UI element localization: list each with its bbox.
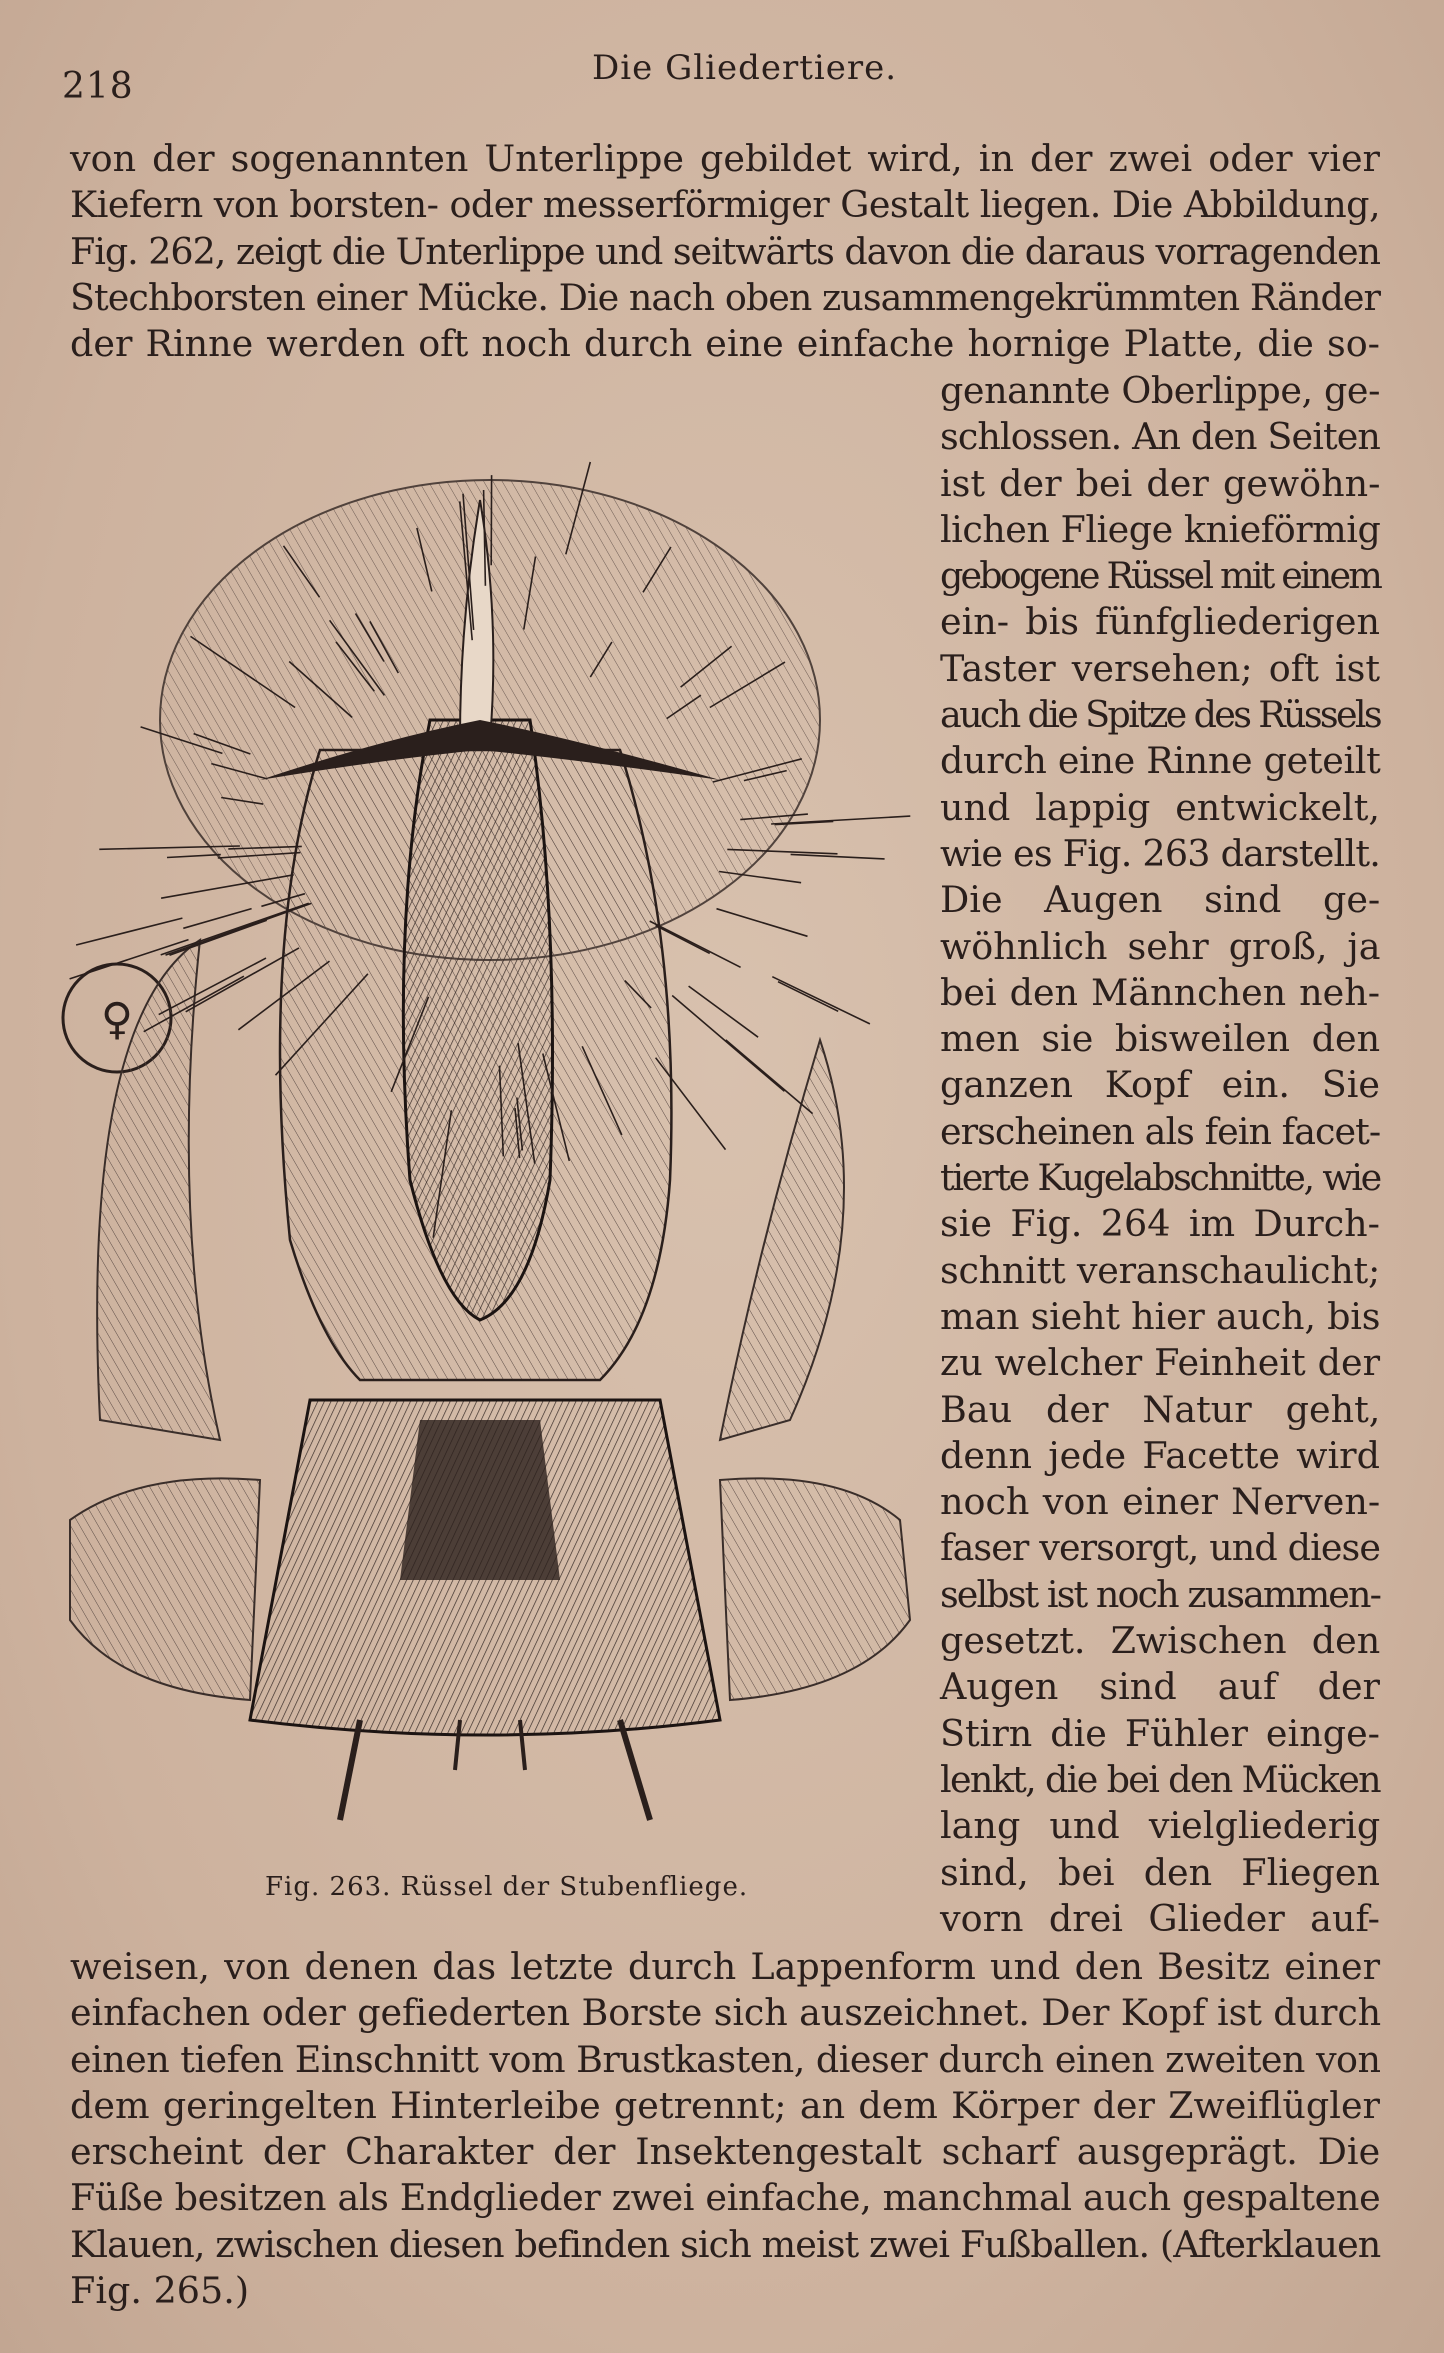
text-line: und lappig entwickelt, bbox=[940, 785, 1380, 829]
running-head: Die Gliedertiere. bbox=[592, 48, 898, 88]
inset-symbol: ♀ bbox=[100, 994, 134, 1045]
bristle bbox=[167, 855, 221, 858]
text-line: noch von einer Nerven- bbox=[940, 1480, 1381, 1524]
right-palp bbox=[720, 1040, 844, 1440]
text-line: der Rinne werden oft noch durch eine einfache hornige Platte, die so- bbox=[70, 322, 1380, 366]
text-line: Füße besitzen als Endglieder zwei einfache, manchmal auch gespaltene bbox=[70, 2176, 1381, 2220]
text-line: Stirn die Fühler einge- bbox=[940, 1711, 1380, 1755]
bristle bbox=[76, 918, 182, 945]
text-line: faser versorgt, und diese bbox=[940, 1526, 1380, 1570]
text-line: vorn drei Glieder auf- bbox=[940, 1896, 1380, 1940]
text-line: durch eine Rinne geteilt bbox=[940, 739, 1381, 783]
bristle bbox=[778, 982, 838, 1012]
text-line: bei den Männchen neh- bbox=[940, 970, 1381, 1014]
text-block-top bbox=[70, 136, 1380, 367]
text-line: wie es Fig. 263 darstellt. bbox=[940, 831, 1381, 875]
bristle bbox=[726, 1040, 813, 1114]
bristle bbox=[672, 996, 784, 1092]
text-line: Fig. 265.) bbox=[70, 2269, 250, 2313]
text-line: gebogene Rüssel mit einem bbox=[940, 554, 1380, 598]
text-line: ist der bei der gewöhn- bbox=[940, 461, 1381, 505]
text-line: Bau der Natur geht, bbox=[940, 1387, 1381, 1431]
text-line: ganzen Kopf ein. Sie bbox=[940, 1063, 1380, 1107]
text-line: selbst ist noch zusammen- bbox=[940, 1572, 1380, 1616]
bristle bbox=[170, 920, 267, 955]
bristle bbox=[791, 854, 885, 859]
text-block-bottom bbox=[70, 1944, 1380, 2314]
text-line: einfachen oder gefiederten Borste sich auszeichnet. Der Kopf ist durch bbox=[70, 1991, 1382, 2035]
text-line: Die Augen sind ge- bbox=[940, 878, 1381, 922]
text-line: schlossen. An den Seiten bbox=[940, 415, 1380, 459]
text-line: man sieht hier auch, bis bbox=[940, 1294, 1381, 1338]
text-line: genannte Oberlippe, ge- bbox=[940, 369, 1380, 412]
text-line: sie Fig. 264 im Durch- bbox=[940, 1202, 1380, 1246]
bristle bbox=[656, 926, 710, 954]
text-line: einen tiefen Einschnitt vom Brustkasten, dieser durch einen zweiten von bbox=[70, 2037, 1381, 2081]
text-line: Taster versehen; oft ist bbox=[940, 646, 1380, 690]
text-line: Klauen, zwischen diesen befinden sich meist zwei Fußballen. (Afterklauen bbox=[70, 2222, 1381, 2266]
bristle bbox=[772, 977, 870, 1024]
bristle bbox=[717, 909, 808, 937]
text-line: ein- bis fünfgliederigen bbox=[940, 600, 1380, 644]
text-line: Augen sind auf der bbox=[940, 1665, 1380, 1709]
text-line: gesetzt. Zwischen den bbox=[940, 1619, 1381, 1663]
text-line: lenkt, die bei den Mücken bbox=[940, 1757, 1380, 1801]
text-line: lichen Fliege knieförmig bbox=[940, 507, 1381, 551]
text-line: Stechborsten einer Mücke. Die nach oben zusammengekrümmten Ränder bbox=[70, 275, 1381, 319]
text-line: sind, bei den Fliegen bbox=[940, 1850, 1380, 1894]
figure-proboscis-illustration bbox=[60, 420, 920, 1850]
text-line: dem geringelten Hinterleibe getrennt; an dem Körper der Zweiflügler bbox=[70, 2083, 1380, 2127]
page-number: 218 bbox=[62, 66, 134, 107]
text-line: weisen, von denen das letzte durch Lappenform und den Besitz einer bbox=[70, 1945, 1381, 1988]
proboscis-engraving bbox=[60, 420, 920, 1850]
text-line: men sie bisweilen den bbox=[940, 1017, 1381, 1061]
page-header bbox=[62, 48, 1392, 107]
text-line: von der sogenannten Unterlippe gebildet wird, in der zwei oder vier bbox=[70, 137, 1380, 180]
proboscis-groove bbox=[403, 720, 552, 1320]
text-line: zu welcher Feinheit der bbox=[940, 1341, 1381, 1385]
text-line: erscheint der Charakter der Insektengestalt scharf ausgeprägt. Die bbox=[70, 2130, 1381, 2174]
text-line: Fig. 262, zeigt die Unterlippe und seitwärts davon die daraus vorragenden bbox=[70, 229, 1380, 273]
text-line: schnitt veranschaulicht; bbox=[940, 1248, 1380, 1292]
text-line: lang und vielgliederig bbox=[940, 1804, 1381, 1848]
text-line: erscheinen als fein facet- bbox=[940, 1109, 1381, 1153]
bristle bbox=[689, 986, 759, 1037]
figure-caption: Fig. 263. Rüssel der Stubenfliege. bbox=[265, 1872, 749, 1902]
text-line: wöhnlich sehr groß, ja bbox=[940, 924, 1381, 968]
text-line: Kiefern von borsten- oder messerförmiger Gestalt liegen. Die Abbildung, bbox=[70, 183, 1380, 227]
bristle bbox=[183, 909, 251, 929]
text-block-side bbox=[940, 368, 1380, 1942]
text-line: tierte Kugelabschnitte, wie bbox=[940, 1156, 1380, 1200]
text-line: auch die Spitze des Rüssels bbox=[940, 693, 1380, 737]
text-line: denn jede Facette wird bbox=[940, 1433, 1380, 1477]
